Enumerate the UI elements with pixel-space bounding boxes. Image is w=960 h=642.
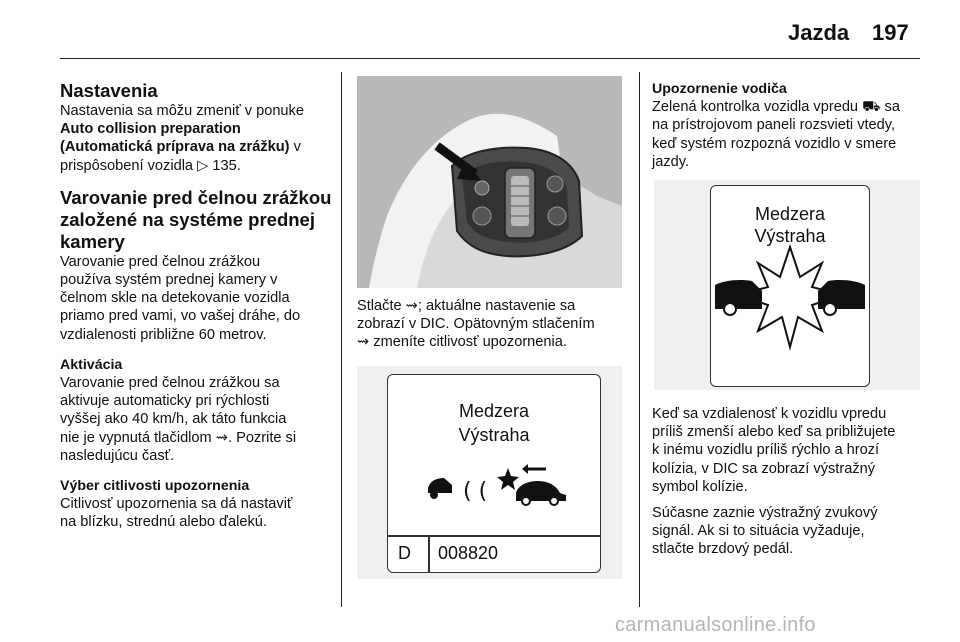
dic-figure-sensitivity [357,366,622,579]
heading-driver-alert: Upozornenie vodiča [652,81,787,97]
steering-wheel-figure [357,76,622,288]
para-activation: Varovanie pred čelnou zrážkou sa aktivuje automaticky pri rýchlosti vyššej ako 40 km/h, ak táto funkcia nie je vypnutá tlačidlom ⇝. Pozrite si nasledujúcu časť. [60,375,297,464]
column-divider-left [341,72,342,607]
column-divider-right [639,72,640,607]
dic-line-warning: Výstraha [754,226,826,246]
heading-aktivacia: Aktivácia [60,356,123,373]
para-sensitivity: Citlivosť upozornenia sa dá nastaviť na blízku, strednú alebo ďalekú. [60,496,293,531]
middle-column-text [357,297,627,352]
dic-display [387,374,601,573]
svg-text:( (: ( ( [463,479,488,504]
heading-nastavenia: Nastavenia [60,80,158,101]
running-header-title: Jazda [788,20,850,45]
para-green-indicator: Zelená kontrolka vozidla vpredu ⛟ sa na prístrojovom paneli rozsvieti vtedy, keď systém rozpozná vozidlo v smere jazdy. [652,99,900,170]
para-press-button: Stlačte ⇝; aktuálne nastavenie sa zobrazí v DIC. Opätovným stlačením ⇝ zmeníte citlivosť upozornenia. [357,298,595,351]
right-column-top [652,80,924,171]
dic-figure-collision-alert [654,180,920,390]
collision-symbol-icon [710,185,870,385]
steering-wheel-illustration [357,76,622,288]
dic-line-gap: Medzera [754,204,826,224]
para-acoustic-signal: Súčasne zaznie výstražný zvukový signál. Ak si to situácia vyžaduje, stlačte brzdový pedál. [652,505,878,558]
dic-line-gap: Medzera [458,401,530,421]
heading-sensitivity: Výber citlivosti upozornenia [60,478,250,495]
watermark: carmanualsonline.info [615,614,816,636]
heading-forward-collision: Varovanie pred čelnou zrážkou založené na systéme prednej kamery [60,186,332,252]
dic-line-warning: Výstraha [458,425,530,445]
dic-footer-letter: D [398,543,411,563]
right-column-bottom [652,405,924,559]
dic-footer-rule [388,535,600,537]
dic-footer-divider [428,536,430,572]
header-rule [60,58,920,59]
collision-sensitivity-icon [418,453,578,513]
para-settings: Nastavenia sa môžu zmeniť v ponuke Auto collision preparation (Automatická príprava na zrážku) v prispôsobení vozidla ▷ 135. [60,103,304,174]
left-column [60,80,335,532]
para-collision-warning: Keď sa vzdialenosť k vozidlu vpredu príliš zmenší alebo keď sa približujete k inému vozidlu príliš rýchlo a hrozí kolízia, v DIC sa zobrazí výstražný symbol kolízie. [652,406,896,495]
para-fcw-description: Varovanie pred čelnou zrážkou používa systém prednej kamery v čelnom skle na detekovanie vozidla priamo pred vami, vo vašej dráhe, do vzdialenosti približne 60 metrov. [60,253,301,343]
page-reference: ▷ 135. [197,157,241,174]
page-number: 197 [872,20,909,45]
dic-footer-code: 008820 [438,543,499,563]
